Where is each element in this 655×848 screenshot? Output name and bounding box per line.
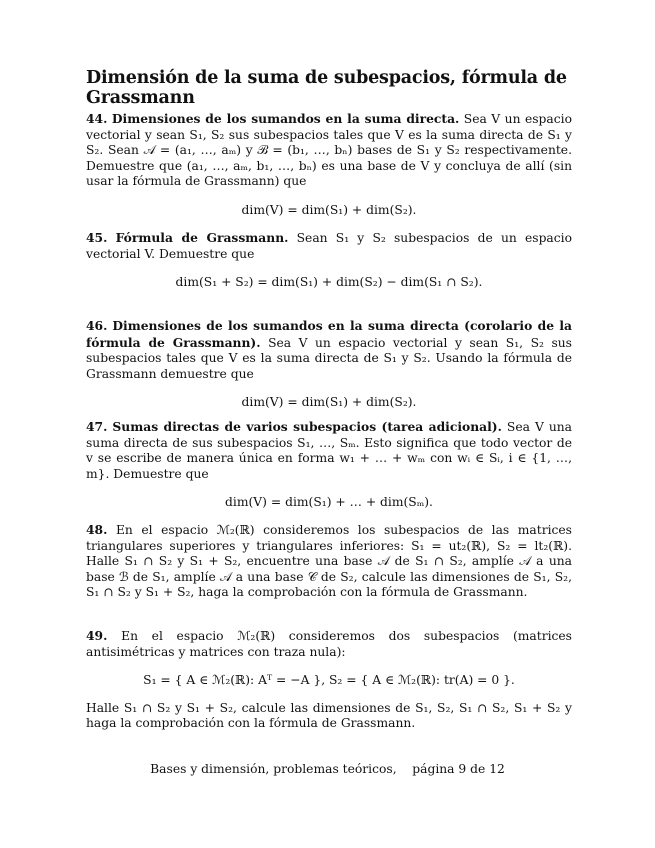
problem-number: 44. bbox=[86, 111, 108, 126]
problem-number: 46. bbox=[86, 318, 108, 333]
problem-47 bbox=[86, 419, 572, 511]
page-title: Dimensión de la suma de subespacios, fórmula de Grassmann bbox=[86, 68, 567, 108]
problem-text: En el espacio ℳ₂(ℝ) consideremos los subespacios de las matrices triangulares superiores y triangulares inferiores: S₁ = ut₂(ℝ), S₂ = lt₂(ℝ). Halle S₁ ∩ S₂ y S₁ + S₂, encuentre una base 𝒜 de S₁ ∩ S₂, amplíe 𝒜 a una base ℬ de S₁, amplíe 𝒜 a una base 𝒞 de S₂, calcule las dimensiones de S₁, S₂, S₁ ∩ S₂ y S₁ + S₂, haga la comprobación con la fórmula de Grassmann. bbox=[86, 523, 572, 599]
problem-heading: Sumas directas de varios subespacios (tarea adicional). bbox=[112, 419, 502, 434]
display-equation: dim(V) = dim(S₁) + dim(S₂). bbox=[241, 395, 417, 409]
problem-text: Sea V un espacio vectorial y sean S₁, S₂ sus subespacios tales que V es la suma directa de S₁ y S₂. Usando la fórmula de Grassmann demuestre que bbox=[86, 335, 572, 381]
problem-number: 47. bbox=[86, 419, 108, 434]
problem-44 bbox=[86, 111, 572, 218]
problem-body bbox=[86, 111, 572, 190]
problem-body bbox=[86, 230, 572, 262]
display-equation: dim(V) = dim(S₁) + … + dim(Sₘ). bbox=[225, 495, 433, 509]
problem-body bbox=[86, 628, 572, 660]
problem-heading: Fórmula de Grassmann. bbox=[115, 230, 289, 245]
problem-text: Sea V una suma directa de sus subespacios S₁, …, Sₘ. Esto significa que todo vector de v se escribe de manera única en forma w₁ + … + wₘ con wᵢ ∈ Sᵢ, i ∈ {1, …, m}. Demuestre que bbox=[86, 420, 573, 481]
display-equation: dim(S₁ + S₂) = dim(S₁) + dim(S₂) − dim(S₁ ∩ S₂). bbox=[175, 275, 483, 289]
problem-45 bbox=[86, 230, 572, 291]
problem-48 bbox=[86, 522, 572, 601]
problem-text: Sean S₁ y S₂ subespacios de un espacio vectorial V. Demuestre que bbox=[86, 231, 572, 261]
display-equation: dim(V) = dim(S₁) + dim(S₂). bbox=[241, 202, 417, 217]
problem-heading: Dimensiones de los sumandos en la suma directa (corolario de la fórmula de Grassmann). bbox=[86, 318, 572, 350]
problem-number: 45. bbox=[86, 230, 108, 245]
problem-body bbox=[86, 318, 572, 382]
problem-body bbox=[86, 522, 572, 601]
display-equation: S₁ = { A ∈ ℳ₂(ℝ): Aᵀ = −A }, S₂ = { A ∈ ℳ₂(ℝ): tr(A) = 0 }. bbox=[143, 673, 515, 687]
problem-text: En el espacio ℳ₂(ℝ) consideremos dos subespacios (matrices antisimétricas y matrices con traza nula): bbox=[86, 629, 572, 659]
problem-body bbox=[86, 419, 572, 482]
problem-heading: Dimensiones de los sumandos en la suma directa. bbox=[111, 111, 460, 126]
problem-49 bbox=[86, 628, 572, 732]
problem-number: 48. bbox=[86, 522, 108, 537]
problem-text: Sea V un espacio vectorial y sean S₁, S₂ sus subespacios tales que V es la suma directa de S₁ y S₂. Sean 𝒜 = (a₁, …, aₘ) y ℬ = (b₁, …, bₙ) bases de S₁ y S₂ respectivamente. Demuestre que (a₁, …, aₘ, b₁, …, bₙ) es una base de V y concluya de allí (sin usar la fórmula de Grassmann) que bbox=[86, 112, 572, 188]
problem-46 bbox=[86, 318, 572, 411]
page-footer: Bases y dimensión, problemas teóricos, página 9 de 12 bbox=[150, 762, 505, 776]
problem-followup-text: Halle S₁ ∩ S₂ y S₁ + S₂, calcule las dimensiones de S₁, S₂, S₁ ∩ S₂, S₁ + S₂ y haga la comprobación con la fórmula de Grassmann. bbox=[86, 700, 572, 730]
problem-number: 49. bbox=[86, 628, 108, 643]
